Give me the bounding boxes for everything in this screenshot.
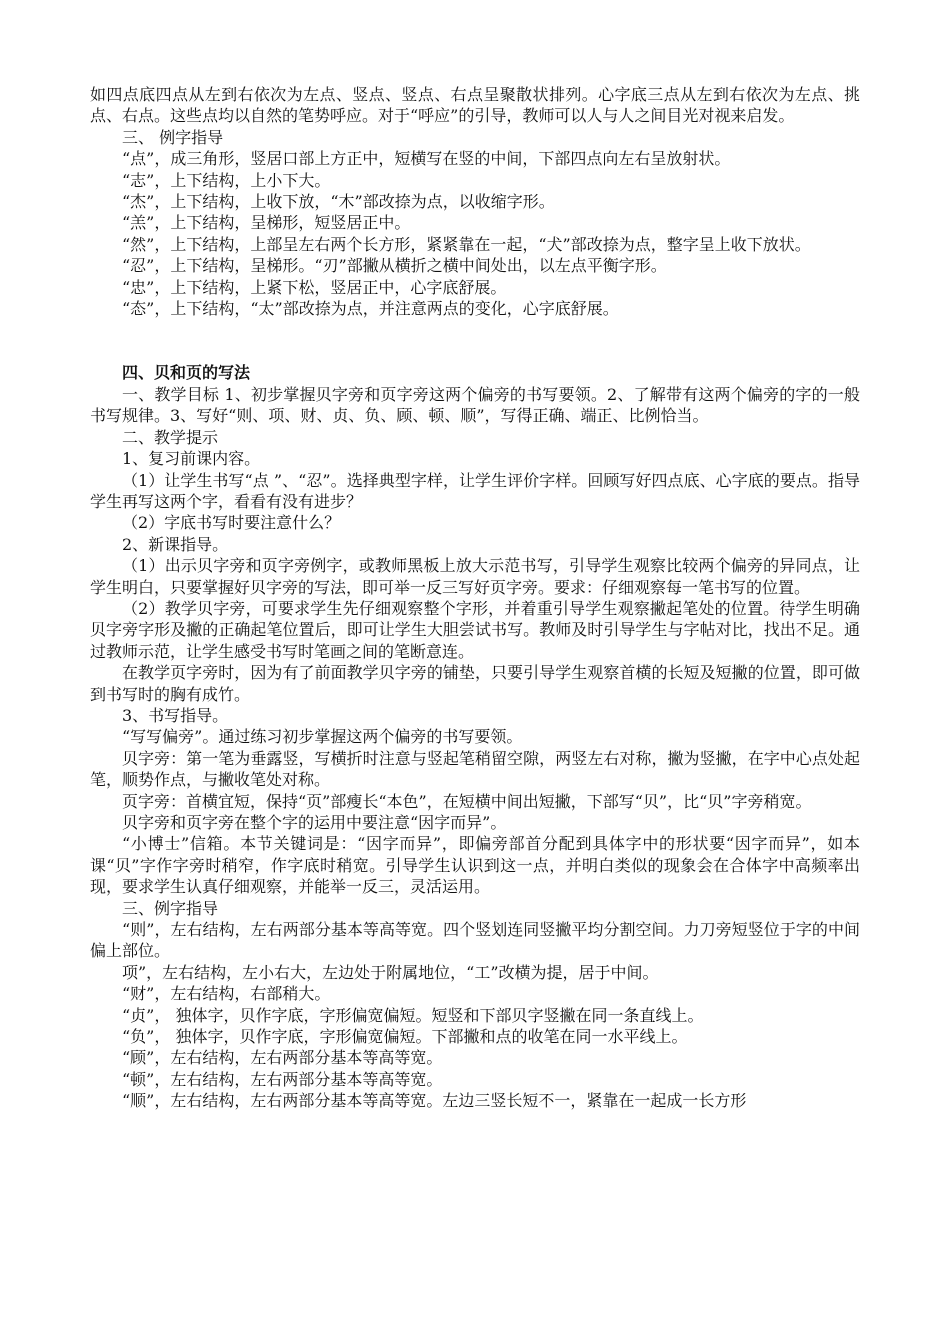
paragraph: 3、书写指导。	[122, 705, 229, 725]
paragraph: 一、教学目标 1、初步掌握贝字旁和页字旁这两个偏旁的书写要领。2、了解带有这两个偏旁的字的一般书写规律。3、写好“则、项、财、贞、负、顾、顿、顺”，写得正确、端正、比例恰当。	[90, 384, 860, 426]
paragraph: 页字旁：首横宜短，保持“页”部瘦长“本色”，在短横中间出短撇，下部写“贝”，比“贝”字旁稍宽。	[122, 791, 812, 811]
paragraph: 如四点底四点从左到右依次为左点、竖点、竖点、右点呈聚散状排列。心字底三点从左到右依次为左点、挑点、右点。这些点均以自然的笔势呼应。对于“呼应”的引导，教师可以人与人之间目光对视来启发。	[90, 85, 860, 126]
paragraph: 项”，左右结构，左小右大，左边处于附属地位，“工”改横为提，居于中间。	[122, 962, 659, 982]
paragraph: （2）教学贝字旁，可要求学生先仔细观察整个字形，并着重引导学生观察撇起笔处的位置。待学生明确贝字旁字形及撇的正确起笔位置后，即可让学生大胆尝试书写。教师及时引导学生与字帖对比，找出不足。通过教师示范，让学生感受书写时笔画之间的笔断意连。	[90, 598, 860, 661]
paragraph: （2）字底书写时要注意什么？	[122, 513, 341, 533]
top-section	[90, 84, 860, 319]
paragraph: “然”，上下结构，上部呈左右两个长方形，紧紧靠在一起，“犬”部改捺为点，整字呈上收下放状。	[122, 234, 811, 254]
document-page	[90, 84, 860, 1112]
section-heading: 四、贝和页的写法	[122, 363, 251, 383]
paragraph: （1）让学生书写“点 ”、“忍”。选择典型字样，让学生评价字样。回顾写好四点底、心字底的要点。指导学生再写这两个字，看看有没有进步？	[90, 470, 860, 511]
paragraph: 二、教学提示	[122, 427, 219, 447]
paragraph: “志”，上下结构，上小下大。	[122, 170, 331, 190]
paragraph: “杰”，上下结构，上收下放，“木”部改捺为点，以收缩字形。	[122, 192, 555, 212]
paragraph: “小博士”信箱。本节关键词是：“因字而异”，即偏旁部首分配到具体字中的形状要“因字而异”，如本课“贝”字作字旁时稍窄，作字底时稍宽。引导学生认识到这一点，并明白类似的现象会在合体字中高频率出现，要求学生认真仔细观察，并能举一反三，灵活运用。	[90, 834, 860, 897]
paragraph: “顾”，左右结构，左右两部分基本等高等宽。	[122, 1048, 443, 1068]
paragraph: “羔”，上下结构，呈梯形，短竖居正中。	[122, 213, 411, 233]
paragraph: 三、 例字指导	[122, 127, 224, 147]
paragraph: “点”，成三角形，竖居口部上方正中，短横写在竖的中间，下部四点向左右呈放射状。	[122, 149, 731, 169]
paragraph: “顿”，左右结构，左右两部分基本等高等宽。	[122, 1069, 443, 1089]
paragraph: “贞”， 独体字，贝作字底，字形偏宽偏短。短竖和下部贝字竖撇在同一条直线上。	[122, 1005, 704, 1025]
paragraph: “忠”，上下结构，上紧下松，竖居正中，心字底舒展。	[122, 277, 507, 297]
paragraph: 2、新课指导。	[122, 534, 229, 554]
paragraph: “财”，左右结构，右部稍大。	[122, 984, 331, 1004]
section-gap	[90, 319, 860, 362]
paragraph: “则”，左右结构，左右两部分基本等高等宽。四个竖划连同竖撇平均分割空间。力刀旁短竖位于字的中间偏上部位。	[90, 920, 860, 961]
paragraph: “忍”，上下结构，呈梯形。“刃”部撇从横折之横中间处出，以左点平衡字形。	[122, 256, 667, 276]
paragraph: 贝字旁和页字旁在整个字的运用中要注意“因字而异”。	[122, 813, 507, 832]
paragraph: 三、例字指导	[122, 898, 219, 918]
paragraph: （1）出示贝字旁和页字旁例字，或教师黑板上放大示范书写，引导学生观察比较两个偏旁的异同点，让学生明白，只要掌握好贝字旁的写法，即可举一反三写好页字旁。要求：仔细观察每一笔书写的位置。	[90, 556, 860, 597]
paragraph: “态”，上下结构，“太”部改捺为点，并注意两点的变化，心字底舒展。	[122, 299, 619, 319]
paragraph: 贝字旁：第一笔为垂露竖，写横折时注意与竖起笔稍留空隙，两竖左右对称，撇为竖撇，在字中心点处起笔，顺势作点，与撇收笔处对称。	[90, 748, 860, 790]
paragraph: “写写偏旁”。通过练习初步掌握这两个偏旁的书写要领。	[122, 727, 523, 747]
paragraph: 1、复习前课内容。	[122, 449, 261, 469]
bottom-section	[90, 384, 860, 1112]
paragraph: 在教学页字旁时，因为有了前面教学贝字旁的铺垫，只要引导学生观察首横的长短及短撇的位置，即可做到书写时的胸有成竹。	[90, 663, 860, 704]
paragraph: “顺”，左右结构，左右两部分基本等高等宽。左边三竖长短不一，紧靠在一起成一长方形	[122, 1091, 747, 1111]
paragraph: “负”， 独体字，贝作字底，字形偏宽偏短。下部撇和点的收笔在同一水平线上。	[122, 1027, 688, 1047]
